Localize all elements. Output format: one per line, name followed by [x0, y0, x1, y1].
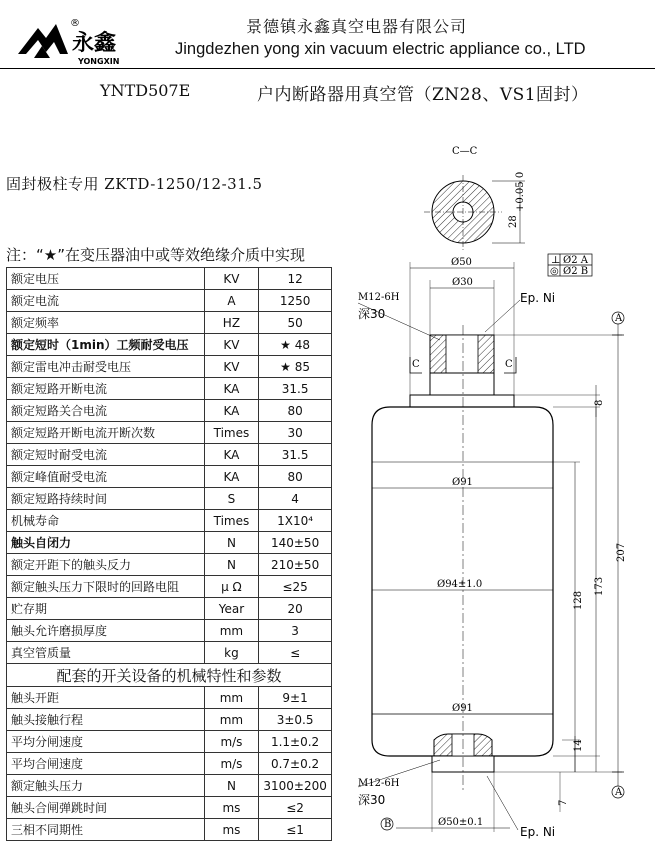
tolerance-2: Ø2 B [563, 266, 589, 277]
dim-91-bottom: Ø91 [452, 703, 473, 714]
vacuum-tube-outline [372, 325, 553, 790]
dim-8: 8 [594, 399, 605, 406]
spec-name: 机械寿命 [7, 510, 205, 532]
dim-173: 173 [594, 576, 605, 596]
spec-value: 20 [259, 598, 332, 620]
thread-top: M12-6H [358, 292, 400, 303]
spec-unit: N [204, 554, 259, 576]
spec-unit: Times [204, 510, 259, 532]
spec-value: 50 [259, 312, 332, 334]
spec-unit: mm [204, 687, 259, 709]
spec-value: ★ 48 [259, 334, 332, 356]
perpendicularity-icon: ⊥ [551, 255, 561, 266]
spec-name: 额定峰值耐受电流 [7, 466, 205, 488]
spec-unit: KA [204, 400, 259, 422]
spec-unit: m/s [204, 753, 259, 775]
document-subtitle: 固封极柱专用 ZKTD-1250/12-31.5 [6, 175, 263, 193]
spec-unit: S [204, 488, 259, 510]
spec-name: 三相不同期性 [7, 819, 205, 841]
section-title: 配套的开关设备的机械特性和参数 [7, 664, 332, 687]
spec-value: 1.1±0.2 [259, 731, 332, 753]
spec-value: 4 [259, 488, 332, 510]
spec-value: 3±0.5 [259, 709, 332, 731]
spec-unit: kg [204, 642, 259, 664]
leader-line [487, 776, 518, 830]
spec-name: 额定开距下的触头反力 [7, 554, 205, 576]
spec-unit: KA [204, 466, 259, 488]
datum-a-bottom: A [615, 787, 623, 798]
spec-name: 触头自闭力 [7, 532, 205, 554]
document-title: 户内断路器用真空管（ZN28、VS1固封） [257, 85, 589, 105]
spec-unit: Year [204, 598, 259, 620]
company-name-en: Jingdezhen yong xin vacuum electric appliance co., LTD [175, 40, 586, 58]
concentricity-icon: ◎ [550, 266, 559, 277]
spec-name: 贮存期 [7, 598, 205, 620]
cut-label-right: C [505, 359, 513, 370]
spec-name: 额定短路开断电流开断次数 [7, 422, 205, 444]
dim-28: 28 [508, 215, 519, 228]
spec-name: 平均分闸速度 [7, 731, 205, 753]
leader-line [485, 300, 520, 332]
spec-value: 140±50 [259, 532, 332, 554]
section-label: C—C [452, 146, 478, 157]
spec-name: 触头合闸弹跳时间 [7, 797, 205, 819]
spec-value: 1X10⁴ [259, 510, 332, 532]
registered-mark-icon: ® [70, 18, 80, 29]
spec-unit: mm [204, 709, 259, 731]
ep-bottom: Ep. Ni [520, 825, 556, 839]
cut-label-left: C [412, 359, 420, 370]
spec-value: ≤2 [259, 797, 332, 819]
dim-7: 7 [558, 799, 569, 806]
dim-91-top: Ø91 [452, 477, 473, 488]
ep-top: Ep. Ni [520, 291, 556, 305]
spec-value: 31.5 [259, 378, 332, 400]
spec-name: 触头允许磨损厚度 [7, 620, 205, 642]
spec-value: ★ 85 [259, 356, 332, 378]
tolerance-1: Ø2 A [563, 255, 588, 266]
spec-unit: KA [204, 444, 259, 466]
spec-value: ≤1 [259, 819, 332, 841]
spec-value: 0.7±0.2 [259, 753, 332, 775]
spec-name: 额定短时（1min）工频耐受电压 [7, 334, 205, 356]
spec-name: 额定短路关合电流 [7, 400, 205, 422]
dim-14: 14 [573, 739, 584, 752]
spec-name: 额定触头压力下限时的回路电阻 [7, 576, 205, 598]
spec-value: ≤25 [259, 576, 332, 598]
datum-b: B [384, 819, 392, 830]
logo-text-en: YONGXIN [78, 57, 120, 66]
thread-bottom: M12-6H [358, 778, 400, 789]
spec-unit: KA [204, 378, 259, 400]
depth-bottom: 深30 [358, 793, 386, 807]
datum-a-top: A [615, 313, 623, 324]
spec-value: 3 [259, 620, 332, 642]
spec-value: 31.5 [259, 444, 332, 466]
dim-207: 207 [616, 542, 627, 562]
dim-50: Ø50 [451, 257, 472, 268]
spec-unit: KV [204, 268, 259, 290]
spec-name: 真空管质量 [7, 642, 205, 664]
spec-unit: A [204, 290, 259, 312]
spec-name: 额定短路持续时间 [7, 488, 205, 510]
spec-name: 额定短路开断电流 [7, 378, 205, 400]
dim-50-bottom: Ø50±0.1 [438, 817, 484, 828]
spec-value: 210±50 [259, 554, 332, 576]
spec-name: 额定频率 [7, 312, 205, 334]
spec-unit: KV [204, 334, 259, 356]
spec-value: ≤ [259, 642, 332, 664]
spec-value: 1250 [259, 290, 332, 312]
spec-name: 额定触头压力 [7, 775, 205, 797]
spec-unit: Times [204, 422, 259, 444]
spec-unit: μ Ω [204, 576, 259, 598]
spec-unit: mm [204, 620, 259, 642]
spec-value: 3100±200 [259, 775, 332, 797]
spec-value: 80 [259, 400, 332, 422]
dim-128: 128 [573, 590, 584, 610]
spec-unit: ms [204, 819, 259, 841]
spec-unit: KV [204, 356, 259, 378]
spec-name: 额定短时耐受电流 [7, 444, 205, 466]
spec-name: 平均合闸速度 [7, 753, 205, 775]
dim-94: Ø94±1.0 [437, 579, 483, 590]
company-name-cn: 景德镇永鑫真空电器有限公司 [246, 17, 468, 36]
spec-value: 30 [259, 422, 332, 444]
spec-unit: N [204, 775, 259, 797]
dim-28-tolerance: +0.05 0 [515, 171, 526, 212]
logo-text-cn: 永鑫 [72, 31, 117, 56]
spec-name: 额定电流 [7, 290, 205, 312]
spec-name: 额定电压 [7, 268, 205, 290]
spec-value: 12 [259, 268, 332, 290]
spec-unit: ms [204, 797, 259, 819]
tolerance-frame [548, 254, 592, 277]
spec-value: 9±1 [259, 687, 332, 709]
spec-name: 触头接触行程 [7, 709, 205, 731]
depth-top: 深30 [358, 307, 386, 321]
spec-name: 触头开距 [7, 687, 205, 709]
spec-unit: N [204, 532, 259, 554]
footnote: 注：“★”在变压器油中或等效绝缘介质中实现 [6, 246, 305, 264]
spec-unit: HZ [204, 312, 259, 334]
spec-unit: m/s [204, 731, 259, 753]
spec-value: 80 [259, 466, 332, 488]
section-view-cc [424, 175, 525, 250]
spec-name: 额定雷电冲击耐受电压 [7, 356, 205, 378]
dim-30: Ø30 [452, 277, 473, 288]
model-number: YNTD507E [100, 81, 191, 100]
